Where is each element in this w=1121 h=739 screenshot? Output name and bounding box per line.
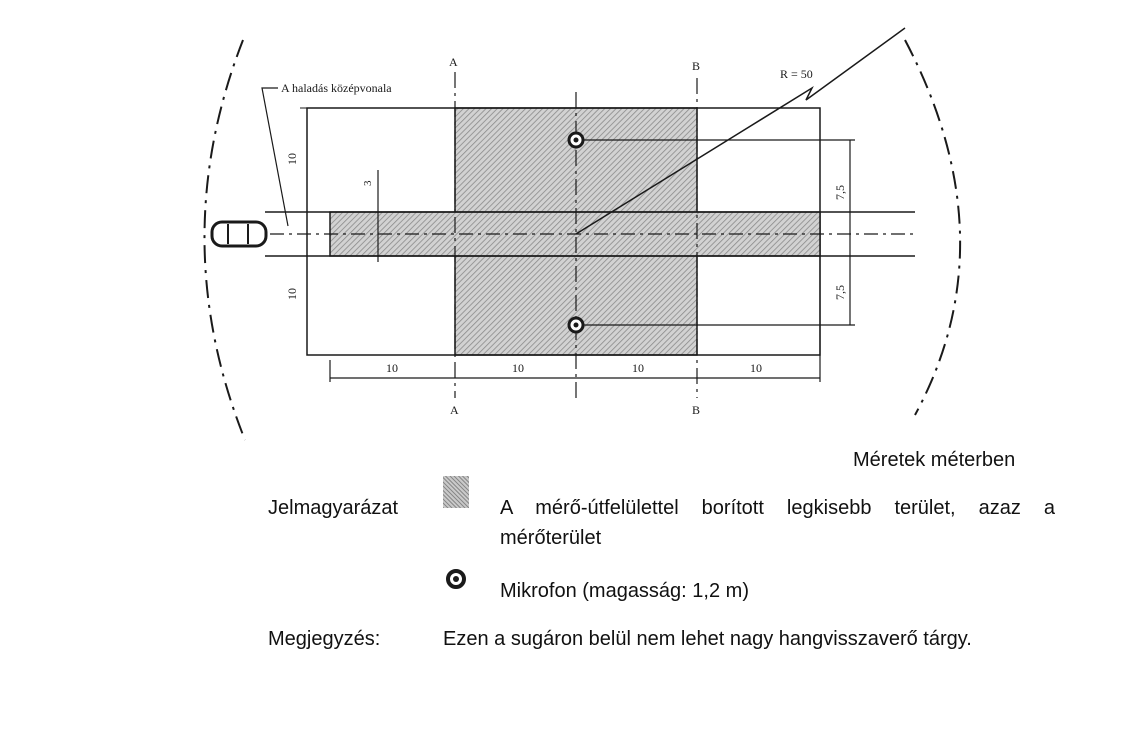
label-dim-bottom-seg-4: 10: [750, 361, 762, 375]
note-label: Megjegyzés:: [268, 628, 381, 650]
label-dim-bottom-10: 10: [285, 288, 299, 300]
label-radius: R = 50: [780, 67, 813, 81]
label-travel-centerline: A haladás középvonala: [281, 81, 392, 95]
units-note: Méretek méterben: [853, 449, 1016, 471]
microphone-bottom: [569, 318, 583, 332]
microphone-top: [569, 133, 583, 147]
label-dim-bottom-seg-1: 10: [386, 361, 398, 375]
label-dim-bottom-seg-2: 10: [512, 361, 524, 375]
legend-mic-text: Mikrofon (magasság: 1,2 m): [500, 580, 749, 602]
label-section-b-top: B: [692, 59, 701, 73]
label-section-a-bottom: A: [450, 403, 459, 417]
measurement-area-swatch: [443, 476, 469, 508]
legend-area-text: A mérő-útfelülettel borított legkisebb terület, azaz a mérőterület: [500, 497, 1055, 549]
label-section-a-top: A: [449, 55, 458, 69]
label-section-b-bottom: B: [692, 403, 701, 417]
label-dim-right-bottom: 7,5: [833, 285, 847, 300]
label-dim-lane-3: 3: [362, 180, 374, 186]
radius-arc-right: [905, 40, 960, 415]
label-dim-bottom-seg-3: 10: [632, 361, 644, 375]
note-text: Ezen a sugáron belül nem lehet nagy hangvisszaverő tárgy.: [443, 628, 972, 650]
legend-label: Jelmagyarázat: [268, 497, 399, 519]
vehicle-icon: [212, 222, 266, 246]
label-dim-top-10: 10: [285, 153, 299, 165]
microphone-legend-icon: [443, 566, 469, 592]
label-dim-right-top: 7,5: [833, 185, 847, 200]
